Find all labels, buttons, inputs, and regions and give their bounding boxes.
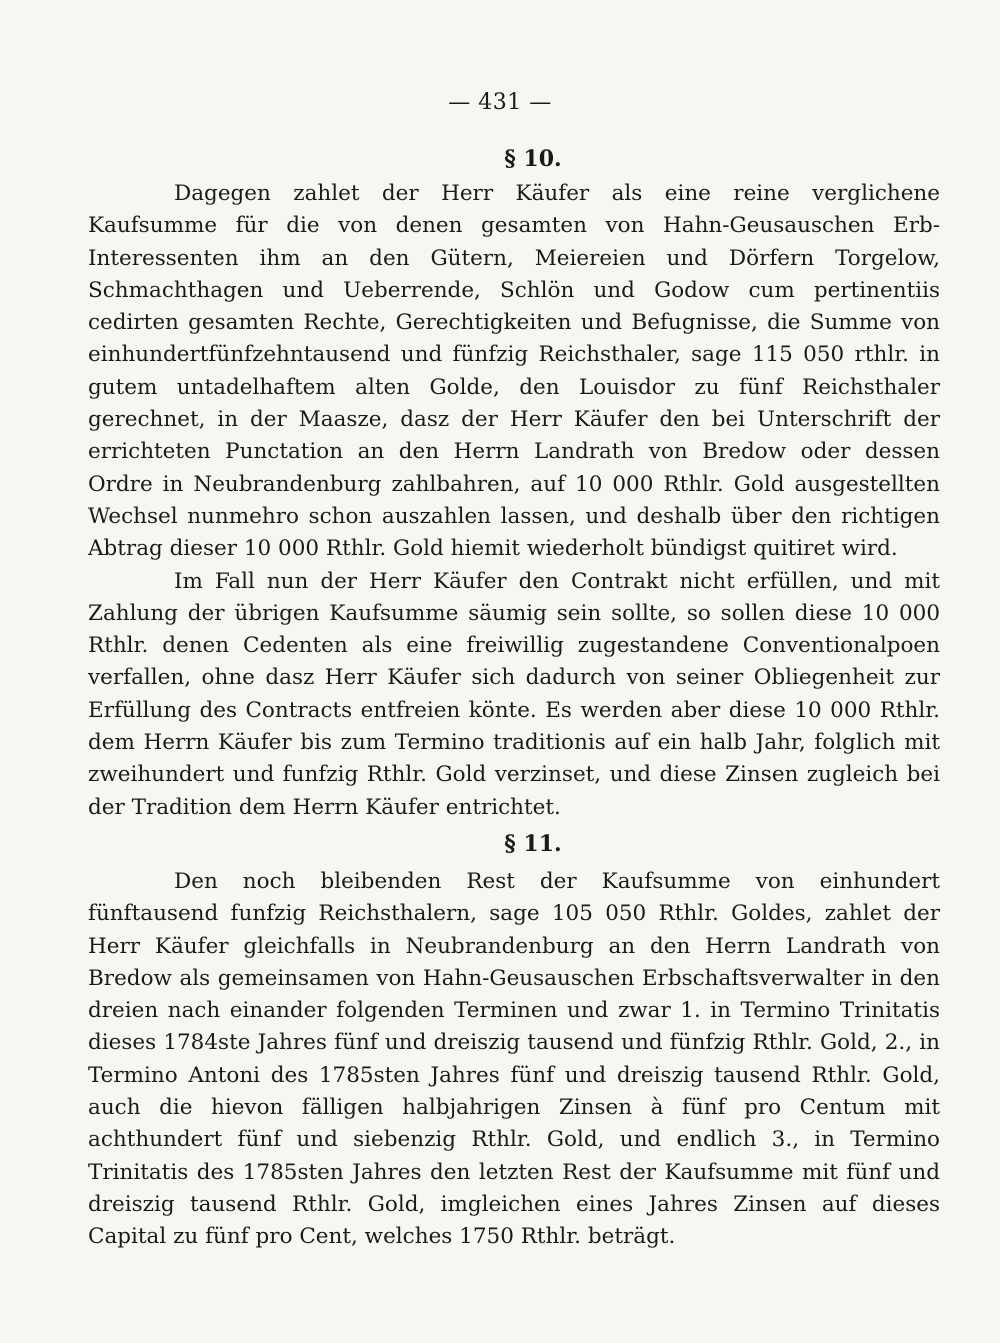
paragraph: Den noch bleibenden Rest der Kaufsumme von einhundert fünftausend funfzig Reichsthalern, sage 105 050 Rthlr. Goldes, zahlet der Herr Käufer gleichfalls in Neubrandenburg an den Herrn Landrath von Bredow als gemeinsamen von Hahn-Geusauschen Erbschaftsverwalter in den dreien nach einander folgenden Terminen und zwar 1. in Termino Trinitatis dieses 1784ste Jahres fünf und dreiszig tausend und fünfzig Rthlr. Gold, 2., in Termino Antoni des 1785sten Jahres fünf und dreiszig tausend Rthlr. Gold, auch die hievon fälligen halbjahrigen Zinsen à fünf pro Centum mit achthundert fünf und siebenzig Rthlr. Gold, und endlich 3., in Termino Trinitatis des 1785sten Jahres den letzten Rest der Kaufsumme mit fünf und dreiszig tausend Rthlr. Gold, imgleichen eines Jahres Zinsen auf dieses Capital zu fünf pro Cent, welches 1750 Rthlr. beträgt. (88, 869, 940, 1250)
section-10 (88, 144, 940, 824)
page-number: — 431 — (448, 90, 552, 115)
section-heading: § 10. (504, 146, 562, 172)
paragraph: Dagegen zahlet der Herr Käufer als eine reine verglichene Kaufsumme für die von denen gesamten von Hahn-Geusauschen Erb-Interessenten ihm an den Gütern, Meiereien und Dörfern Torgelow, Schmachthagen und Ueberrende, Schlön und Godow cum pertinentiis cedirten gesamten Rechte, Gerechtigkeiten und Befugnisse, die Summe von einhundertfünfzehntausend und fünfzig Reichsthaler, sage 115 050 rthlr. in gutem untadelhaftem alten Golde, den Louisdor zu fünf Reichsthaler gerechnet, in der Maasze, dasz der Herr Käufer den bei Unterschrift der errichteten Punctation an den Herrn Landrath von Bredow oder dessen Ordre in Neubrandenburg zahlbahren, auf 10 000 Rthlr. Gold ausgestellten Wechsel nunmehro schon auszahlen lassen, und deshalb über den richtigen Abtrag dieser 10 000 Rthlr. Gold hiemit wiederholt bündigst quitiret wird. (88, 181, 940, 562)
section-heading: § 11. (504, 831, 562, 857)
paragraph: Im Fall nun der Herr Käufer den Contrakt nicht erfüllen, und mit Zahlung der übrigen Kaufsumme säumig sein sollte, so sollen diese 10 000 Rthlr. denen Cedenten als eine freiwillig zugestandene Conventionalpoen verfallen, ohne dasz Herr Käufer sich dadurch von seiner Obliegenheit zur Erfüllung des Contracts entfreien könte. Es werden aber diese 10 000 Rthlr. dem Herrn Käufer bis zum Termino traditionis auf ein halb Jahr, folglich mit zweihundert und funfzig Rthlr. Gold verzinset, und diese Zinsen zugleich bei der Tradition dem Herrn Käufer entrichtet. (88, 568, 940, 820)
section-11 (88, 829, 940, 1254)
